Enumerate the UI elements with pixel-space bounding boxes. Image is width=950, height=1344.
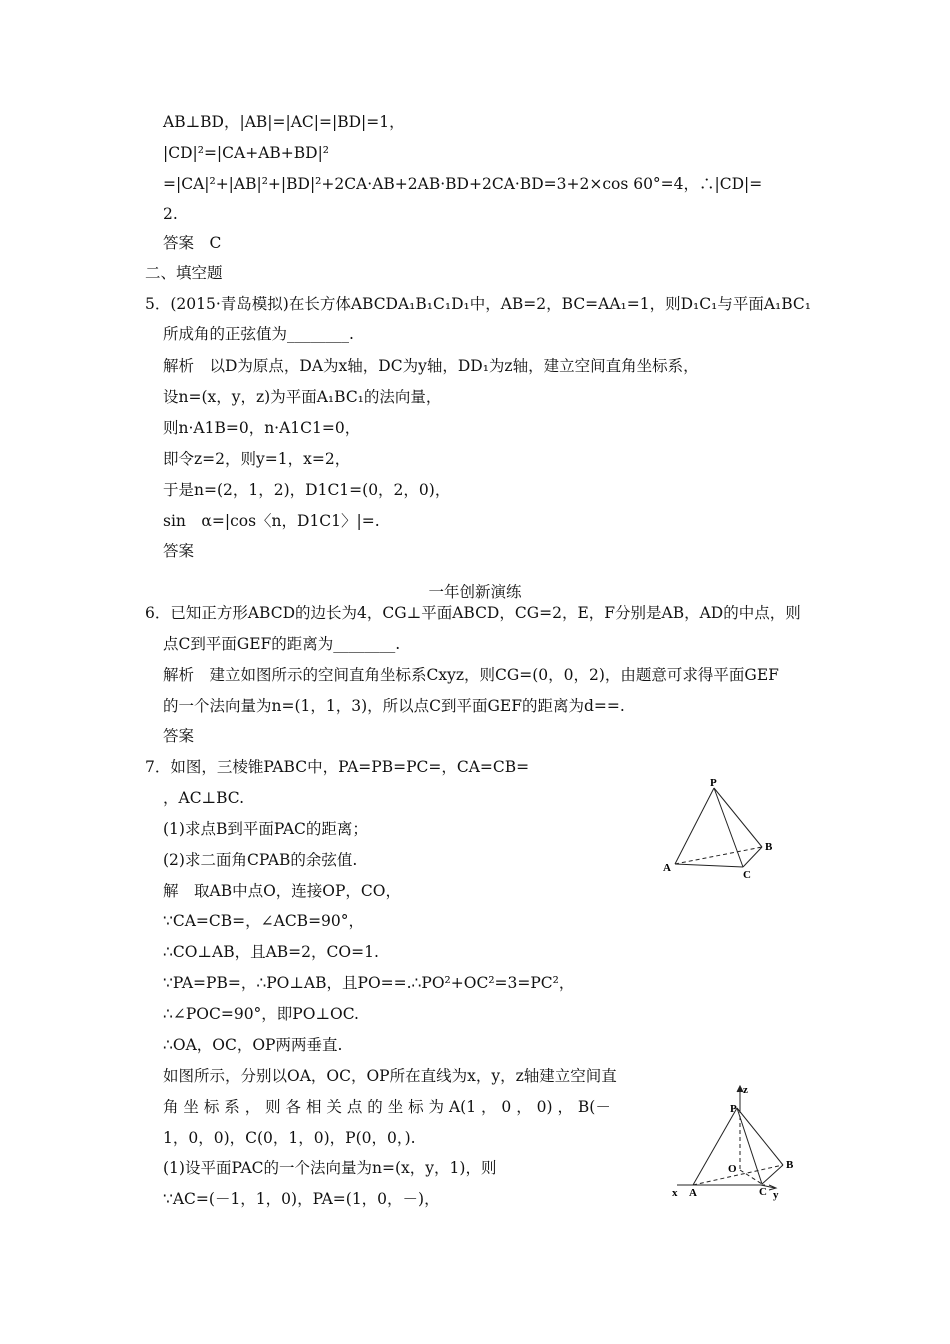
text-line: 则n·A1B=0，n·A1C1=0， [163, 419, 361, 437]
text-line: ，AC⊥BC. [163, 789, 245, 807]
text-line: ∵PA=PB=，∴PO⊥AB，且PO==.∴PO²+OC²=3=PC²， [163, 974, 575, 992]
text-line: AB⊥BD，|AB|=|AC|=|BD|=1， [163, 113, 405, 131]
label-P: P [710, 777, 717, 789]
text-line: 即令z=2，则y=1，x=2， [163, 450, 351, 468]
text-line: ∵CA=CB=，∠ACB=90°， [163, 912, 365, 930]
text-line: 答案 [163, 727, 195, 745]
text-line: 二、填空题 [145, 264, 223, 282]
text-line: 答案 [163, 542, 195, 560]
text-line: (2)求二面角CPAB的余弦值. [163, 851, 358, 869]
figure-tetrahedron [655, 775, 785, 880]
label-C: C [743, 869, 751, 880]
text-line: 答案 C [163, 234, 222, 252]
text-line: 于是n=(2，1，2)，D1C1=(0，2，0)， [163, 481, 451, 499]
text-line: 7．如图，三棱锥PABC中，PA=PB=PC=，CA=CB= [145, 758, 530, 776]
label-A2: A [689, 1187, 697, 1199]
text-line: 点C到平面GEF的距离为________. [163, 635, 401, 653]
text-line: ∵AC=(－1，1，0)，PA=(1，0，－)， [163, 1190, 440, 1208]
text-line: 解析 以D为原点，DA为x轴，DC为y轴，DD₁为z轴，建立空间直角坐标系， [163, 357, 699, 375]
text-line: (1)求点B到平面PAC的距离； [163, 820, 368, 838]
label-C2: C [759, 1186, 767, 1198]
label-x: x [672, 1187, 678, 1199]
text-line: 的一个法向量为n=(1，1，3)，所以点C到平面GEF的距离为d==. [163, 697, 625, 715]
label-A: A [663, 862, 671, 874]
text-line: 5．(2015·青岛模拟)在长方体ABCDA₁B₁C₁D₁中，AB=2，BC=AA₁=1，则D₁C₁与平面A₁BC₁ [145, 295, 811, 313]
label-B: B [765, 841, 773, 853]
text-line: 6．已知正方形ABCD的边长为4，CG⊥平面ABCD，CG=2，E，F分别是AB，AD的中点，则 [145, 604, 801, 622]
text-line: 解 取AB中点O，连接OP，CO， [163, 882, 401, 900]
section-title: 一年创新演练 [428, 583, 522, 601]
text-line: 角 坐 标 系 ， 则 各 相 关 点 的 坐 标 为 A(1 ， 0 ， 0) ， B(－ [163, 1098, 611, 1116]
text-line: 解析 建立如图所示的空间直角坐标系Cxyz，则CG=(0，0，2)，由题意可求得平面GEF [163, 666, 779, 684]
text-line: 设n=(x，y，z)为平面A₁BC₁的法向量， [163, 388, 442, 406]
text-line: 如图所示，分别以OA，OC，OP所在直线为x，y，z轴建立空间直 [163, 1067, 617, 1085]
text-line: |CD|²=|CA+AB+BD|² [163, 144, 330, 162]
text-line: ∴∠POC=90°，即PO⊥OC. [163, 1005, 359, 1023]
label-P2: P [730, 1103, 737, 1115]
label-y: y [773, 1189, 779, 1201]
text-line: ∴OA，OC，OP两两垂直. [163, 1036, 343, 1054]
label-B2: B [786, 1159, 794, 1171]
text-line: ∴CO⊥AB，且AB=2，CO=1. [163, 943, 379, 961]
text-line: 1，0，0)，C(0，1，0)，P(0，0，). [163, 1129, 416, 1147]
label-z: z [743, 1084, 748, 1096]
label-O: O [728, 1163, 737, 1175]
text-line: 所成角的正弦值为________. [163, 325, 354, 343]
text-line: 2. [163, 205, 178, 223]
text-line: sin α=|cos〈n，D1C1〉|=. [163, 512, 380, 530]
text-line: (1)设平面PAC的一个法向量为n=(x，y，1)，则 [163, 1159, 497, 1177]
text-line: =|CA|²+|AB|²+|BD|²+2CA·AB+2AB·BD+2CA·BD=3+2×cos 60°=4，∴|CD|= [163, 175, 763, 193]
figure-coordinate-system [665, 1082, 805, 1202]
